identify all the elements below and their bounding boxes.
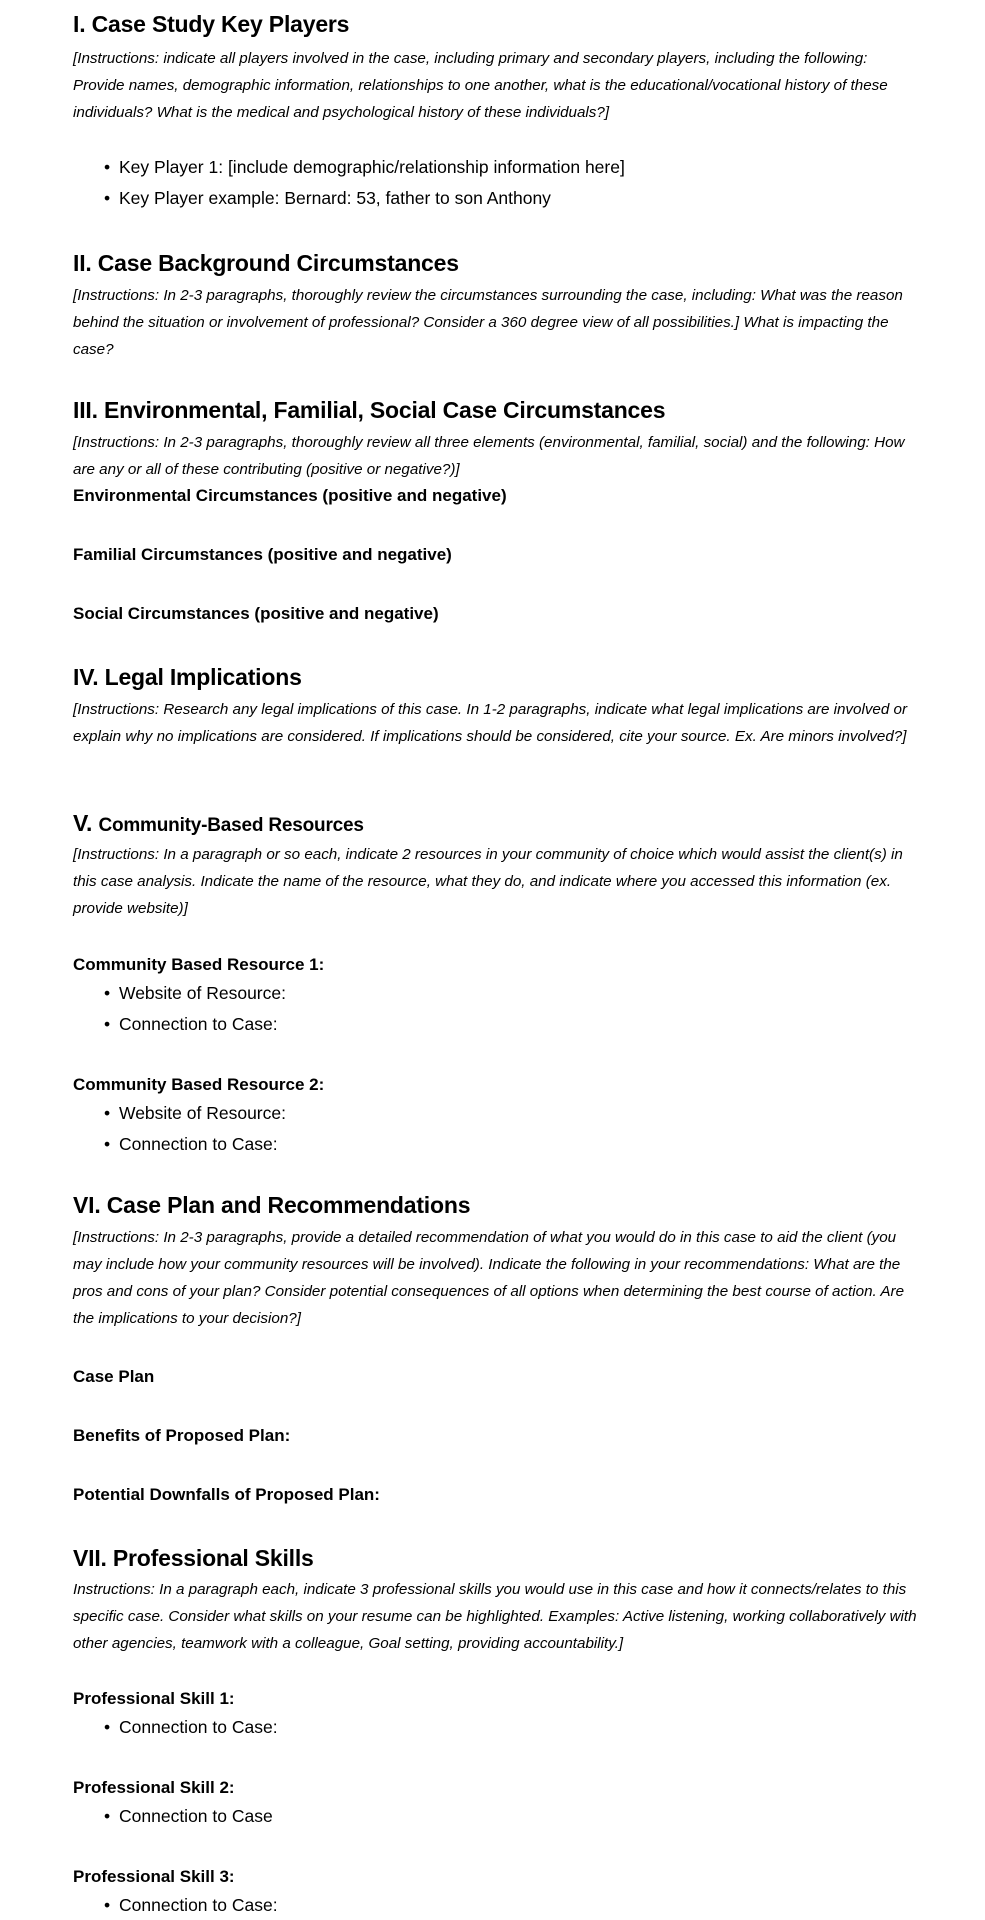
bullet-icon: •: [104, 983, 111, 1003]
instructions-key-players: [Instructions: indicate all players involved in the case, including primary and secondary players, including the following: Provide names, demographic information, relationships to one another, what is the educational/vocational history of these individuals? What is the medical and psychological history of these individuals?]: [73, 50, 888, 121]
section-heading-legal: IV. Legal Implications: [73, 664, 302, 690]
subheading-skill-2: Professional Skill 2:: [73, 1778, 235, 1797]
list-item: • Key Player example: Bernard: 53, father to son Anthony: [104, 188, 551, 208]
section-heading-background: II. Case Background Circumstances: [73, 250, 459, 276]
list-item: • Connection to Case:: [104, 1895, 278, 1915]
list-item: • Website of Resource:: [104, 1103, 286, 1123]
list-item: • Connection to Case:: [104, 1014, 278, 1034]
instructions-circumstances: [Instructions: In 2-3 paragraphs, thoroughly review all three elements (environmental, familial, social) and the following: How are any or all of these contributing (positive or negative?)]: [73, 434, 905, 478]
subheading-familial: Familial Circumstances (positive and negative): [73, 545, 452, 564]
list-item: • Connection to Case: [104, 1806, 273, 1826]
subheading-resource-1: Community Based Resource 1:: [73, 955, 325, 974]
list-item: • Website of Resource:: [104, 983, 286, 1003]
subheading-skill-3: Professional Skill 3:: [73, 1867, 235, 1886]
section-heading-resources: V. Community-Based Resources: [73, 810, 364, 836]
section-heading-circumstances: III. Environmental, Familial, Social Case Circumstances: [73, 397, 666, 423]
section-heading-key-players: I. Case Study Key Players: [73, 11, 350, 37]
subheading-case-plan: Case Plan: [73, 1367, 155, 1386]
list-item: • Connection to Case:: [104, 1134, 278, 1154]
bullet-icon: •: [104, 188, 111, 208]
bullet-icon: •: [104, 1103, 111, 1123]
instructions-case-plan: [Instructions: In 2-3 paragraphs, provide a detailed recommendation of what you would do in this case to aid the client (you may include how your community resources will be involved). Indicate the following in your recommendations: What are the pros and cons of your plan? Consider potential consequences of all options when determining the best course of action. Are the implications to your decision?]: [73, 1229, 905, 1327]
subheading-skill-1: Professional Skill 1:: [73, 1689, 235, 1708]
section-heading-professional-skills: VII. Professional Skills: [73, 1545, 314, 1571]
subheading-environmental: Environmental Circumstances (positive and negative): [73, 486, 507, 505]
subheading-resource-2: Community Based Resource 2:: [73, 1075, 325, 1094]
subheading-social: Social Circumstances (positive and negative): [73, 604, 439, 623]
bullet-icon: •: [104, 1895, 111, 1915]
section-heading-case-plan: VI. Case Plan and Recommendations: [73, 1192, 471, 1218]
list-item: • Key Player 1: [include demographic/relationship information here]: [104, 157, 625, 177]
instructions-legal: [Instructions: Research any legal implications of this case. In 1-2 paragraphs, indicate what legal implications are involved or explain why no implications are considered. If implications should be considered, cite your source. Ex. Are minors involved?]: [73, 701, 908, 745]
bullet-icon: •: [104, 157, 111, 177]
subheading-downfalls: Potential Downfalls of Proposed Plan:: [73, 1485, 380, 1504]
bullet-icon: •: [104, 1014, 111, 1034]
subheading-benefits: Benefits of Proposed Plan:: [73, 1426, 291, 1445]
instructions-professional-skills: Instructions: In a paragraph each, indicate 3 professional skills you would use in this case and how it connects/relates to this specific case. Consider what skills on your resume can be highlighted. Examples: Active listening, working collaboratively with other agencies, teamwork with a colleague, Goal setting, providing accountability.]: [73, 1581, 917, 1652]
bullet-icon: •: [104, 1717, 111, 1737]
instructions-resources: [Instructions: In a paragraph or so each, indicate 2 resources in your community of choice which would assist the client(s) in this case analysis. Indicate the name of the resource, what they do, and indicate where you accessed this information (ex. provide website)]: [73, 846, 903, 917]
list-item: • Connection to Case:: [104, 1717, 278, 1737]
instructions-background: [Instructions: In 2-3 paragraphs, thoroughly review the circumstances surrounding the case, including: What was the reason behind the situation or involvement of professional? Consider a 360 degree view of all possibilities.] What is impacting the case?: [73, 287, 903, 358]
bullet-icon: •: [104, 1134, 111, 1154]
bullet-icon: •: [104, 1806, 111, 1826]
